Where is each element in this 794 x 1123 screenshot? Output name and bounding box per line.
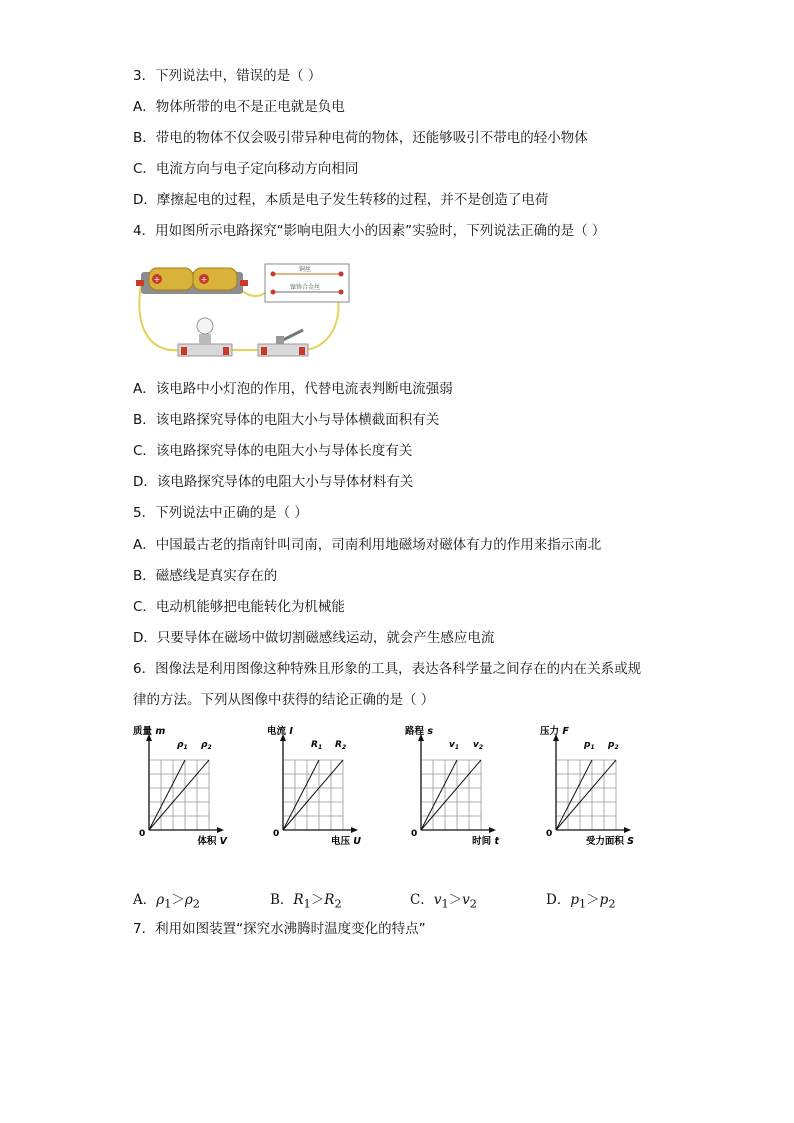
copper-wire-label: 铜丝 xyxy=(298,266,312,273)
svg-text:+: + xyxy=(200,275,208,284)
q6-graphs xyxy=(133,722,663,854)
x-axis-arrow-icon xyxy=(351,827,358,833)
q4-option-c: C．该电路探究导体的电阻大小与导体长度有关 xyxy=(133,443,413,459)
switch-terminal xyxy=(299,347,305,355)
q4-option-b: B．该电路探究导体的电阻大小与导体横截面积有关 xyxy=(133,412,440,428)
q4-option-d: D．该电路探究导体的电阻大小与导体材料有关 xyxy=(133,474,414,490)
x-axis-label: 电压 U xyxy=(330,836,361,847)
q5-option-b: B．磁感线是真实存在的 xyxy=(133,568,278,584)
series-label-1: $v_1$ xyxy=(449,740,460,751)
svg-text:+: + xyxy=(153,275,161,284)
x-axis-arrow-icon xyxy=(624,827,631,833)
x-axis-arrow-icon xyxy=(217,827,224,833)
switch-pivot xyxy=(276,336,284,344)
origin-label: 0 xyxy=(411,829,418,839)
y-axis-label: 压力 F xyxy=(540,726,569,737)
series-label-2: $p_2$ xyxy=(608,740,619,751)
q3-stem: 3．下列说法中，错误的是（ ） xyxy=(133,68,322,84)
q5-option-c: C．电动机能够把电能转化为机械能 xyxy=(133,599,345,615)
q6-option-b: B．$R_1>R_2$ xyxy=(270,892,342,911)
bulb-terminal xyxy=(223,347,229,355)
series-label-2: $v_2$ xyxy=(473,740,484,751)
wire-right xyxy=(305,298,338,350)
q6-options xyxy=(133,888,633,911)
origin-label: 0 xyxy=(546,829,553,839)
q5-option-a: A．中国最古老的指南针叫司南，司南利用地磁场对磁体有力的作用来指示南北 xyxy=(133,537,602,553)
switch-terminal xyxy=(261,347,267,355)
series-line-2 xyxy=(149,760,209,830)
y-axis-label: 路程 s xyxy=(405,726,433,737)
q3-option-c: C．电流方向与电子定向移动方向相同 xyxy=(133,161,359,177)
wire-top xyxy=(241,290,266,296)
x-axis-label: 体积 V xyxy=(197,836,227,847)
y-axis-label: 电流 I xyxy=(267,726,293,737)
q3-option-d: D．摩擦起电的过程，本质是电子发生转移的过程，并不是创造了电荷 xyxy=(133,192,549,208)
wire-left xyxy=(139,285,183,350)
x-axis-arrow-icon xyxy=(489,827,496,833)
series-label-2: $R_2$ xyxy=(335,740,347,751)
battery-terminal-right xyxy=(240,280,248,286)
q7-stem: 7．利用如图装置“探究水沸腾时温度变化的特点” xyxy=(133,921,426,937)
binding-post xyxy=(339,290,344,295)
q6-option-a: A．$\rho_1>\rho_2$ xyxy=(133,892,200,911)
q5-stem: 5．下列说法中正确的是（ ） xyxy=(133,505,308,521)
light-bulb-icon xyxy=(197,318,213,334)
origin-label: 0 xyxy=(273,829,280,839)
binding-post xyxy=(339,272,344,277)
binding-post xyxy=(271,290,276,295)
series-line-2 xyxy=(421,760,481,830)
series-label-2: $\rho_2$ xyxy=(201,740,212,751)
bulb-terminal xyxy=(181,347,187,355)
q6-option-d: D．$p_1>p_2$ xyxy=(546,892,616,911)
origin-label: 0 xyxy=(139,829,146,839)
series-label-1: $\rho_1$ xyxy=(177,740,188,751)
binding-post xyxy=(271,272,276,277)
x-axis-label: 受力面积 S xyxy=(585,836,634,847)
battery-terminal-left xyxy=(136,280,144,286)
series-label-1: $R_1$ xyxy=(311,740,323,751)
q6-option-c: C．$v_1>v_2$ xyxy=(410,892,477,911)
bulb-socket xyxy=(199,334,211,344)
y-axis-label: 质量 m xyxy=(133,726,166,737)
series-line-2 xyxy=(556,760,616,830)
q6-stem-line-1: 6．图像法是利用图像这种特殊且形象的工具，表达各科学量之间存在的内在关系或规 xyxy=(133,661,642,677)
q5-option-d: D．只要导体在磁场中做切割磁感线运动，就会产生感应电流 xyxy=(133,630,495,646)
q4-option-a: A．该电路中小灯泡的作用，代替电流表判断电流强弱 xyxy=(133,381,453,397)
q4-stem: 4．用如图所示电路探究“影响电阻大小的因素”实验时，下列说法正确的是（ ） xyxy=(133,223,606,239)
series-line-2 xyxy=(283,760,343,830)
q3-option-b: B．带电的物体不仅会吸引带异种电荷的物体，还能够吸引不带电的轻小物体 xyxy=(133,130,588,146)
nichrome-wire-label: 镍铬合金丝 xyxy=(289,284,321,291)
x-axis-label: 时间 t xyxy=(472,836,499,847)
series-label-1: $p_1$ xyxy=(584,740,595,751)
q3-option-a: A．物体所带的电不是正电就是负电 xyxy=(133,99,345,115)
circuit-figure xyxy=(133,262,353,362)
q6-stem-line-2: 律的方法。下列从图像中获得的结论正确的是（ ） xyxy=(133,692,435,708)
